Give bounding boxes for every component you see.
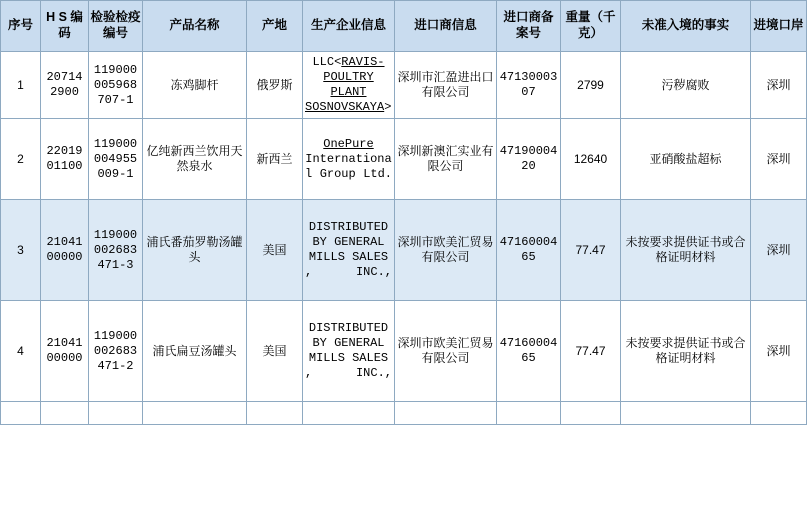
column-header-origin: 产地 bbox=[247, 1, 303, 52]
enterprise-prefix: LLC< bbox=[312, 55, 342, 69]
cell-port: 深圳 bbox=[751, 119, 807, 200]
table-row bbox=[1, 301, 807, 402]
cell-weight: 77.47 bbox=[561, 301, 621, 402]
cell-hs-code: 2201901100 bbox=[41, 119, 89, 200]
cell-empty bbox=[143, 402, 247, 425]
cell-origin: 新西兰 bbox=[247, 119, 303, 200]
cell-empty bbox=[621, 402, 751, 425]
column-header-seq: 序号 bbox=[1, 1, 41, 52]
cell-empty bbox=[89, 402, 143, 425]
table-row-partial bbox=[1, 402, 807, 425]
cell-seq: 2 bbox=[1, 119, 41, 200]
cell-record-no: 4716000465 bbox=[497, 301, 561, 402]
cell-weight: 12640 bbox=[561, 119, 621, 200]
cell-origin: 美国 bbox=[247, 301, 303, 402]
cell-reason: 亚硝酸盐超标 bbox=[621, 119, 751, 200]
cell-seq: 1 bbox=[1, 52, 41, 119]
cell-quarantine-no: 119000004955009-1 bbox=[89, 119, 143, 200]
cell-seq: 3 bbox=[1, 200, 41, 301]
cell-reason: 未按要求提供证书或合格证明材料 bbox=[621, 200, 751, 301]
column-header-enterprise: 生产企业信息 bbox=[303, 1, 395, 52]
enterprise-suffix: > bbox=[384, 100, 392, 114]
enterprise-underlined: OnePure bbox=[323, 136, 374, 151]
cell-importer: 深圳市欧美汇贸易有限公司 bbox=[395, 200, 497, 301]
cell-port: 深圳 bbox=[751, 301, 807, 402]
cell-empty bbox=[247, 402, 303, 425]
cell-quarantine-no: 119000005968707-1 bbox=[89, 52, 143, 119]
cell-enterprise bbox=[303, 119, 395, 200]
cell-record-no: 4713000307 bbox=[497, 52, 561, 119]
cell-importer: 深圳市汇盈进出口有限公司 bbox=[395, 52, 497, 119]
cell-weight: 2799 bbox=[561, 52, 621, 119]
cell-empty bbox=[303, 402, 395, 425]
cell-weight: 77.47 bbox=[561, 200, 621, 301]
column-header-reason: 未准入境的事实 bbox=[621, 1, 751, 52]
cell-reason: 未按要求提供证书或合格证明材料 bbox=[621, 301, 751, 402]
column-header-weight: 重量（千克） bbox=[561, 1, 621, 52]
enterprise-suffix: International Group Ltd. bbox=[305, 151, 392, 181]
cell-record-no: 4716000465 bbox=[497, 200, 561, 301]
cell-origin: 美国 bbox=[247, 200, 303, 301]
cell-product-name: 浦氏扁豆汤罐头 bbox=[143, 301, 247, 402]
table-header-row bbox=[1, 1, 807, 52]
table-row bbox=[1, 119, 807, 200]
cell-empty bbox=[1, 402, 41, 425]
cell-product-name: 亿纯新西兰饮用天然泉水 bbox=[143, 119, 247, 200]
cell-enterprise: DISTRIBUTED BY GENERAL MILLS SALES , INC., bbox=[303, 301, 395, 402]
cell-seq: 4 bbox=[1, 301, 41, 402]
table-row bbox=[1, 200, 807, 301]
cell-quarantine-no: 119000002683471-2 bbox=[89, 301, 143, 402]
cell-port: 深圳 bbox=[751, 52, 807, 119]
cell-hs-code: 207142900 bbox=[41, 52, 89, 119]
column-header-hs-code: H S 编码 bbox=[41, 1, 89, 52]
column-header-quarantine-no: 检验检疫编号 bbox=[89, 1, 143, 52]
cell-origin: 俄罗斯 bbox=[247, 52, 303, 119]
column-header-product-name: 产品名称 bbox=[143, 1, 247, 52]
cell-enterprise bbox=[303, 52, 395, 119]
cell-hs-code: 2104100000 bbox=[41, 200, 89, 301]
cell-empty bbox=[751, 402, 807, 425]
cell-hs-code: 2104100000 bbox=[41, 301, 89, 402]
cell-empty bbox=[497, 402, 561, 425]
cell-importer: 深圳市欧美汇贸易有限公司 bbox=[395, 301, 497, 402]
cell-record-no: 4719000420 bbox=[497, 119, 561, 200]
cell-empty bbox=[561, 402, 621, 425]
column-header-record-no: 进口商备案号 bbox=[497, 1, 561, 52]
cell-product-name: 冻鸡脚杆 bbox=[143, 52, 247, 119]
column-header-port: 进境口岸 bbox=[751, 1, 807, 52]
cell-empty bbox=[395, 402, 497, 425]
table-row bbox=[1, 52, 807, 119]
enterprise-underlined: RAVIS-POULTRY PLANT SOSNOVSKAYA bbox=[305, 55, 385, 114]
cell-reason: 污秽腐败 bbox=[621, 52, 751, 119]
cell-empty bbox=[41, 402, 89, 425]
cell-enterprise: DISTRIBUTED BY GENERAL MILLS SALES , INC., bbox=[303, 200, 395, 301]
cell-importer: 深圳新澳汇实业有限公司 bbox=[395, 119, 497, 200]
cell-product-name: 浦氏番茄罗勒汤罐头 bbox=[143, 200, 247, 301]
cell-port: 深圳 bbox=[751, 200, 807, 301]
column-header-importer: 进口商信息 bbox=[395, 1, 497, 52]
cell-quarantine-no: 119000002683471-3 bbox=[89, 200, 143, 301]
